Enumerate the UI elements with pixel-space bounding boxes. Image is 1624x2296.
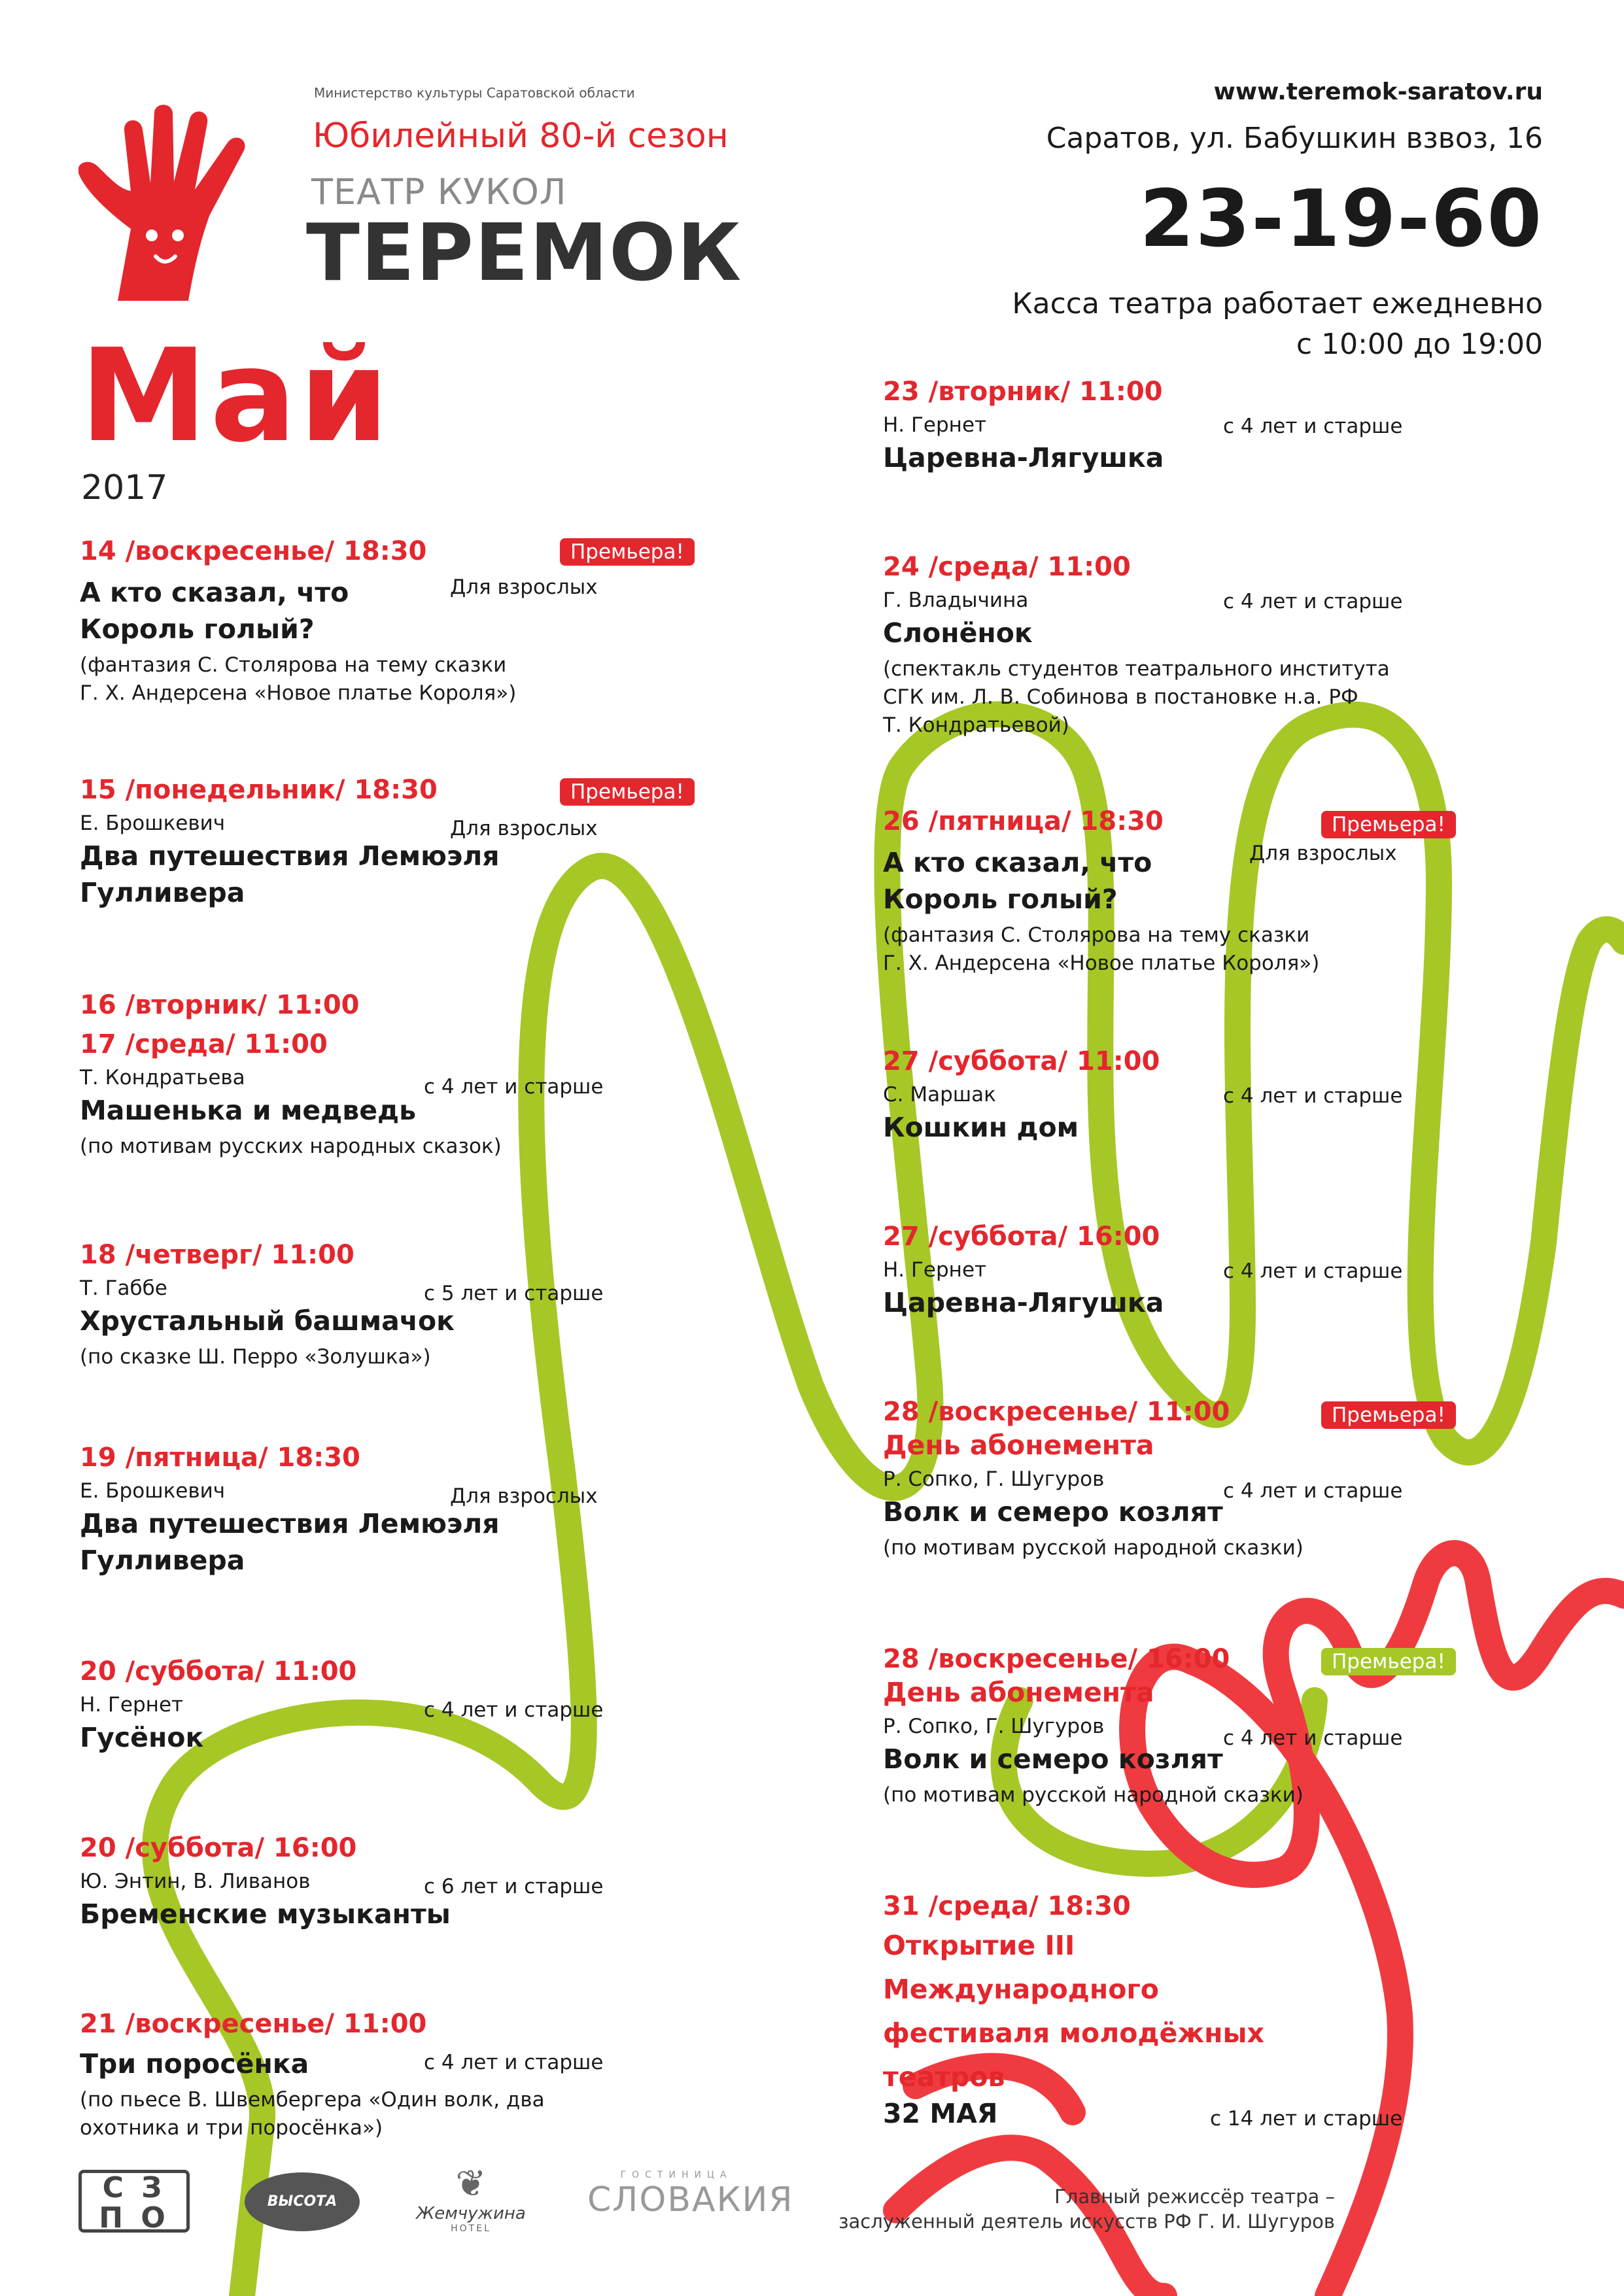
event-note: (по сказке Ш. Перро «Золушка») (80, 1345, 431, 1369)
event-card (80, 1833, 629, 1932)
event-card (883, 1046, 1544, 1146)
sezpo-logo: С З П О (78, 2170, 190, 2233)
event-note (80, 2086, 629, 2142)
event-date: 21 /воскресенье/ 11:00 (80, 2009, 427, 2039)
event-date: 23 /вторник/ 11:00 (883, 377, 1163, 407)
event-subtitle: День абонемента (883, 1430, 1154, 1461)
event-title: Волк и семеро козлят (883, 1496, 1223, 1528)
event-title-line: Международного (883, 1974, 1159, 2005)
year: 2017 (81, 468, 168, 507)
event-note-line: охотника и три поросёнка») (80, 2116, 383, 2140)
event-title-line: Гулливера (80, 1545, 245, 1576)
event-date-second: 17 /среда/ 11:00 (80, 1029, 328, 1059)
hotel-type-label: ГОСТИНИЦА (620, 2170, 733, 2180)
event-date: 20 /суббота/ 16:00 (80, 1833, 357, 1863)
event-title: Кошкин дом (883, 1112, 1079, 1143)
event-title-line: Король голый? (883, 883, 1118, 915)
event-date: 20 /суббота/ 11:00 (80, 1656, 357, 1687)
event-title: 32 МАЯ (883, 2098, 998, 2129)
event-card (80, 1443, 629, 1579)
event-title: Три поросёнка (80, 2048, 309, 2080)
event-title: Царевна-Лягушка (883, 1287, 1164, 1318)
event-note-line: Г. Х. Андерсена «Новое платье Короля») (80, 681, 517, 705)
event-audience: с 4 лет и старше (1223, 1479, 1403, 1503)
event-title: Царевна-Лягушка (883, 442, 1164, 473)
event-author: Т. Кондратьева (80, 1066, 245, 1089)
event-author: Р. Сопко, Г. Шугуров (883, 1715, 1105, 1738)
event-date: 24 /среда/ 11:00 (883, 552, 1131, 582)
event-title-festival (883, 1924, 1544, 2099)
event-author: С. Маршак (883, 1083, 996, 1106)
event-author: Е. Брошкевич (80, 812, 226, 835)
event-date: 14 /воскресенье/ 18:30 (80, 536, 427, 566)
event-author: Е. Брошкевич (80, 1479, 226, 1503)
hotel-name: Жемчужина (416, 2204, 526, 2223)
event-note: (по мотивам русской народной сказки) (883, 1783, 1304, 1807)
event-date: 19 /пятница/ 18:30 (80, 1443, 360, 1473)
event-author: Н. Гернет (883, 413, 987, 437)
premiere-badge: Премьера! (560, 538, 695, 566)
hand-logo-icon (78, 105, 268, 301)
event-title: Слонёнок (883, 617, 1033, 649)
event-note: (по мотивам русских народных сказок) (80, 1135, 502, 1158)
event-note-line: (по пьесе В. Швембергера «Один волк, два (80, 2088, 545, 2112)
event-audience: с 4 лет и старше (424, 1698, 604, 1722)
event-audience: Для взрослых (1249, 842, 1397, 865)
jubilee-season: Юбилейный 80-й сезон (313, 116, 729, 156)
event-title-line: А кто сказал, что (883, 847, 1152, 878)
cashbox-line-1: Касса театра работает ежедневно (1012, 287, 1543, 320)
event-audience: с 4 лет и старше (424, 1075, 604, 1099)
event-card (80, 1656, 629, 1756)
event-title: Машенька и медведь (80, 1095, 417, 1126)
event-date: 26 /пятница/ 18:30 (883, 806, 1164, 836)
event-note-line: СГК им. Л. В. Собинова в постановке н.а. РФ (883, 685, 1358, 709)
event-author: Н. Гернет (80, 1693, 184, 1717)
event-date: 18 /четверг/ 11:00 (80, 1240, 354, 1270)
event-title (80, 838, 629, 911)
event-card (883, 552, 1544, 740)
event-date: 27 /суббота/ 11:00 (883, 1046, 1160, 1076)
event-date: 28 /воскресенье/ 16:00 (883, 1644, 1230, 1674)
event-note-line: Т. Кондратьевой) (883, 713, 1069, 737)
event-title-line: Король голый? (80, 613, 315, 645)
event-card (883, 1891, 1544, 2132)
event-author: Р. Сопко, Г. Шугуров (883, 1467, 1105, 1491)
event-card (80, 2009, 629, 2142)
event-audience: Для взрослых (450, 575, 598, 599)
theatre-name: ТЕРЕМОК (306, 208, 743, 299)
event-audience: с 6 лет и старше (424, 1875, 604, 1898)
event-title: Волк и семеро козлят (883, 1743, 1223, 1775)
hotel-label: HOTEL (451, 2223, 491, 2234)
slovakia-hotel-logo (587, 2170, 794, 2219)
hotel-name: СЛОВАКИЯ (587, 2180, 794, 2219)
theatre-type: ТЕАТР КУКОЛ (311, 171, 567, 213)
premiere-badge: Премьера! (560, 778, 695, 806)
event-date: 27 /суббота/ 16:00 (883, 1222, 1160, 1252)
event-title: Бременские музыканты (80, 1898, 451, 1930)
event-note-line: (спектакль студентов театрального института (883, 657, 1390, 681)
event-audience: с 4 лет и старше (1223, 1726, 1403, 1750)
event-title-line: фестиваля молодёжных (883, 2017, 1264, 2049)
event-title (80, 1505, 629, 1579)
shell-icon: ❦ (455, 2163, 487, 2205)
event-author: Ю. Энтин, В. Ливанов (80, 1870, 311, 1893)
event-note: (по мотивам русской народной сказки) (883, 1536, 1304, 1560)
director-credit (746, 2184, 1335, 2234)
ministry-label: Министерство культуры Саратовской области (314, 85, 635, 101)
event-title-line: Два путешествия Лемюэля (80, 1508, 500, 1539)
event-title-line: Гулливера (80, 877, 245, 908)
event-note (883, 655, 1544, 740)
event-note-line: Г. Х. Андерсена «Новое платье Короля») (883, 951, 1320, 975)
event-audience: с 4 лет и старше (1223, 415, 1403, 438)
address: Саратов, ул. Бабушкин взвоз, 16 (1046, 122, 1543, 155)
director-line-1: Главный режиссёр театра – (1054, 2185, 1335, 2208)
event-note-line: (фантазия С. Столярова на тему сказки (883, 923, 1310, 947)
premiere-badge: Премьера! (1321, 1401, 1456, 1429)
event-title-line: А кто сказал, что (80, 577, 349, 608)
event-card (883, 1222, 1544, 1321)
event-audience: с 4 лет и старше (1223, 590, 1403, 613)
event-card (80, 990, 629, 1161)
event-title-line: театров (883, 2061, 1005, 2093)
event-audience: с 4 лет и старше (1223, 1259, 1403, 1283)
event-title-line: Два путешествия Лемюэля (80, 840, 500, 872)
premiere-badge: Премьера! (1321, 811, 1456, 838)
event-date: 16 /вторник/ 11:00 (80, 990, 360, 1020)
premiere-badge: Премьера! (1321, 1648, 1456, 1675)
cashbox-line-2: с 10:00 до 19:00 (1296, 328, 1543, 361)
event-subtitle: День абонемента (883, 1677, 1154, 1708)
cashbox-hours (954, 284, 1543, 365)
event-card (80, 1240, 629, 1371)
phone-number[interactable]: 23-19-60 (1139, 174, 1543, 265)
event-title-line: Открытие III (883, 1930, 1075, 1961)
event-note-line: (фантазия С. Столярова на тему сказки (80, 653, 507, 677)
event-audience: Для взрослых (450, 1484, 598, 1508)
event-audience: с 4 лет и старше (1223, 1084, 1403, 1108)
director-line-2: заслуженный деятель искусств РФ Г. И. Шугуров (838, 2210, 1335, 2233)
website-link[interactable]: www.teremok-saratov.ru (1213, 78, 1543, 105)
event-note (80, 651, 629, 708)
zhemchuzhina-hotel-logo (406, 2165, 536, 2238)
event-audience: с 4 лет и старше (424, 2051, 604, 2074)
event-audience: с 14 лет и старше (1210, 2107, 1403, 2131)
event-author: Г. Владычина (883, 589, 1029, 612)
event-date: 31 /среда/ 18:30 (883, 1891, 1131, 1921)
month-title: Май (80, 322, 392, 471)
event-date: 28 /воскресенье/ 11:00 (883, 1397, 1230, 1427)
event-note (883, 921, 1544, 978)
event-title: Хрустальный башмачок (80, 1305, 455, 1337)
event-audience: с 5 лет и старше (424, 1282, 604, 1305)
event-card (80, 536, 629, 708)
event-author: Н. Гернет (883, 1258, 987, 1282)
vysota-logo: ВЫСОТА (245, 2172, 360, 2231)
event-card (80, 775, 629, 911)
event-date: 15 /понедельник/ 18:30 (80, 775, 438, 805)
event-title (883, 844, 1544, 917)
event-author: Т. Габбе (80, 1277, 167, 1300)
event-card (883, 377, 1544, 476)
event-title: Гусёнок (80, 1722, 204, 1753)
event-audience: Для взрослых (450, 817, 598, 840)
